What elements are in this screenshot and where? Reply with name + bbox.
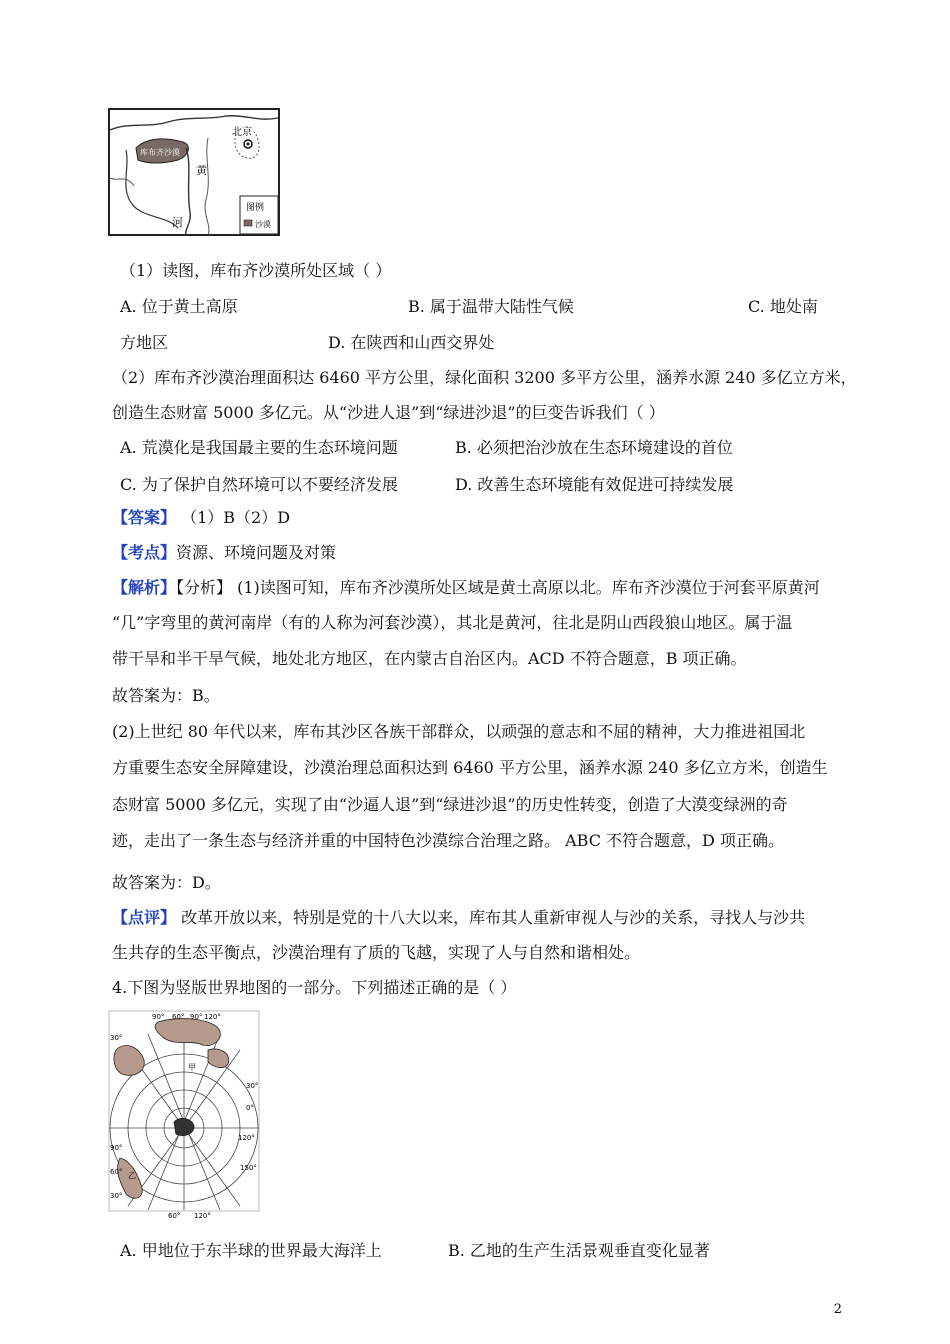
comment-line-1 — [112, 905, 805, 928]
q2-option-d: D. 改善生态环境能有效促进可持续发展 — [455, 475, 734, 494]
analysis-line-2: “几”字弯里的黄河南岸（有的人称为河套沙漠），其北是黄河，往北是阴山西段狼山地区。属于温 — [112, 613, 793, 632]
comment-text-1: 改革开放以来，特别是党的十八大以来，库布其人重新审视人与沙的关系，寻找人与沙共 — [176, 908, 806, 927]
q2-option-c: C. 为了保护自然环境可以不要经济发展 — [120, 475, 398, 494]
comment-line-2: 生共存的生态平衡点，沙漠治理有了质的飞越，实现了人与自然和谐相处。 — [112, 943, 641, 962]
map-label-11: 90° — [110, 1144, 123, 1152]
q2-option-b: B. 必须把治沙放在生态环境建设的首位 — [455, 438, 733, 457]
map-label-13: 30° — [110, 1192, 123, 1200]
q2-stem-2: 创造生态财富 5000 多亿元。从“沙进人退”到“绿进沙退”的巨变告诉我们（ ） — [112, 403, 665, 422]
q2-stem-1: （2）库布齐沙漠治理面积达 6460 平方公里，绿化面积 3200 多平方公里，涵养水源 240 多亿立方米， — [112, 368, 857, 387]
point-text: 资源、环境问题及对策 — [176, 543, 337, 562]
q1-stem: （1）读图，库布齐沙漠所处区域（ ） — [120, 261, 392, 280]
q4-option-b: B. 乙地的生产生活景观垂直变化显著 — [448, 1241, 710, 1260]
legend-item: 沙漠 — [255, 220, 271, 229]
kubuqi-desert-map — [108, 108, 280, 236]
map-label-river-1: 黄 — [196, 164, 207, 177]
map-label-2: 90° — [190, 1013, 203, 1021]
q4-option-a: A. 甲地位于东半球的世界最大海洋上 — [120, 1241, 382, 1260]
analysis-line-8: 迹，走出了一条生态与经济并重的中国特色沙漠综合治理之路。 ABC 不符合题意，D 项正确。 — [112, 831, 784, 850]
map-label-12: 60° — [110, 1168, 123, 1176]
analysis-tag: 【解析】 — [112, 578, 177, 597]
q1-option-c: C. 地处南 — [748, 297, 818, 316]
q1-option-a: A. 位于黄土高原 — [120, 297, 238, 316]
map-label-9: 120° — [238, 1134, 255, 1142]
analysis-line-3: 带干旱和半干旱气候，地处北方地区，在内蒙古自治区内。ACD 不符合题意，B 项正确。 — [112, 649, 747, 668]
map-label-1: 60° — [172, 1013, 185, 1021]
q2-option-a: A. 荒漠化是我国最主要的生态环境问题 — [120, 438, 398, 457]
map-label-8: 0° — [246, 1104, 254, 1112]
map-label-river-2: 河 — [172, 216, 183, 229]
map-label-15: 120° — [194, 1212, 211, 1220]
analysis-line-4: 故答案为：B。 — [112, 686, 220, 705]
answer-tag: 【答案】 — [112, 508, 177, 527]
map-label-4: 30° — [110, 1034, 123, 1042]
analysis-line-9: 故答案为：D。 — [112, 873, 221, 892]
q1-option-c-cont: 方地区 — [120, 333, 169, 352]
analysis-line-7: 态财富 5000 多亿元，实现了由“沙逼人退”到“绿进沙退”的历史性转变，创造了大漠变绿洲的奇 — [112, 795, 788, 814]
comment-tag: 【点评】 — [112, 908, 177, 927]
q1-option-b: B. 属于温带大陆性气候 — [408, 297, 574, 316]
point-line — [112, 540, 336, 563]
q1-option-d: D. 在陕西和山西交界处 — [328, 333, 495, 352]
world-map-fragment — [108, 1010, 260, 1220]
map-label-7: 30° — [246, 1082, 259, 1090]
legend-title: 图例 — [246, 203, 265, 213]
map-label-jia: 甲 — [188, 1063, 196, 1072]
analysis-line-5: (2)上世纪 80 年代以来，库布其沙区各族干部群众，以顽强的意志和不屈的精神，大力推进祖国北 — [112, 722, 806, 741]
map-label-desert: 库布齐沙漠 — [140, 148, 180, 157]
point-tag: 【考点】 — [112, 543, 177, 562]
analysis-line-1 — [112, 575, 820, 598]
analysis-text-1: (1)读图可知，库布齐沙漠所处区域是黄土高原以北。库布齐沙漠位于河套平原黄河 — [232, 578, 820, 597]
answer-text: （1）B（2）D — [176, 508, 291, 527]
answer-line — [112, 505, 290, 528]
map-label-14: 60° — [168, 1212, 181, 1220]
analysis-line-6: 方重要生态安全屏障建设，沙漠治理总面积达到 6460 平方公里，涵养水源 240 多亿立方米，创造生 — [112, 758, 828, 777]
analysis-subtag: 【分析】 — [176, 578, 233, 597]
map-label-10: 150° — [240, 1164, 257, 1172]
map-label-beijing: 北京 — [232, 127, 252, 138]
page-number: 2 — [833, 1302, 842, 1317]
q4-stem: 4.下图为竖版世界地图的一部分。下列描述正确的是（ ） — [112, 978, 517, 997]
map-label-0: 90° — [152, 1013, 165, 1021]
map-label-3: 120° — [204, 1013, 221, 1021]
map-label-yi: 乙 — [128, 1171, 136, 1180]
